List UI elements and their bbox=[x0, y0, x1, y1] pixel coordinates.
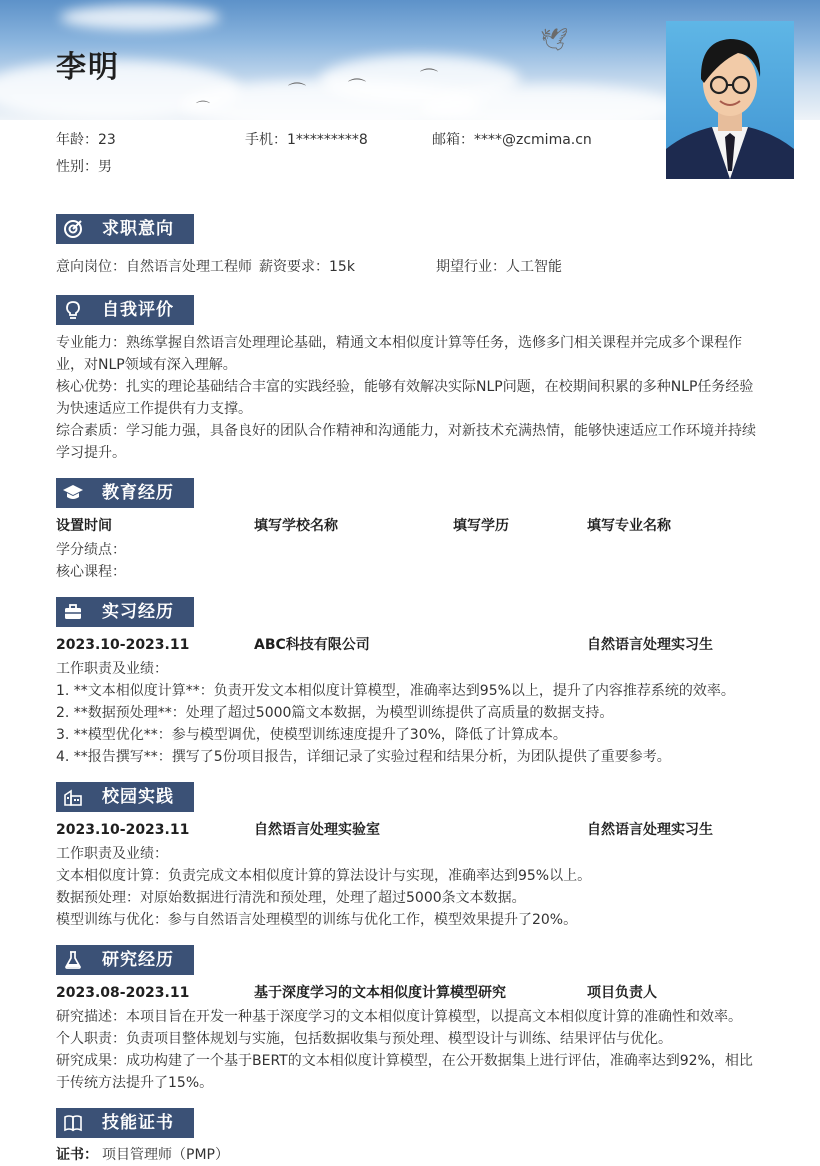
email-field: 邮箱：****@zcmima.cn bbox=[432, 132, 592, 148]
lightbulb-icon bbox=[62, 299, 84, 321]
research-item: 研究描述：本项目旨在开发一种基于深度学习的文本相似度计算模型，以提高文本相似度计算的准确性和效率。 bbox=[56, 1009, 742, 1025]
section-title: 技能证书 bbox=[102, 1113, 174, 1133]
section-header-research bbox=[56, 945, 194, 975]
building-icon bbox=[62, 786, 84, 808]
campus-duties-label: 工作职责及业绩： bbox=[56, 846, 168, 862]
intent-row bbox=[56, 256, 766, 278]
research-role: 项目负责人 bbox=[587, 985, 657, 1001]
section-title: 求职意向 bbox=[102, 219, 174, 239]
education-degree: 填写学历 bbox=[453, 518, 509, 534]
campus-item: 文本相似度计算：负责完成文本相似度计算的算法设计与实现，准确率达到95%以上。 bbox=[56, 868, 592, 884]
bird-icon: ⌒ bbox=[348, 78, 366, 99]
campus-org: 自然语言处理实验室 bbox=[254, 822, 380, 838]
cert-value: 项目管理师（PMP） bbox=[102, 1147, 229, 1163]
campus-role: 自然语言处理实习生 bbox=[587, 822, 713, 838]
internship-duties-label: 工作职责及业绩： bbox=[56, 661, 168, 677]
self-eval-item: 专业能力：熟练掌握自然语言处理理论基础，精通文本相似度计算等任务，选修多门相关课程并完成多个课程作业，对NLP领域有深入理解。 bbox=[56, 335, 742, 373]
section-header-skills bbox=[56, 1108, 194, 1138]
internship-role: 自然语言处理实习生 bbox=[587, 637, 713, 653]
education-time: 设置时间 bbox=[56, 518, 112, 534]
flask-icon bbox=[62, 949, 84, 971]
research-project: 基于深度学习的文本相似度计算模型研究 bbox=[254, 985, 506, 1001]
section-title: 实习经历 bbox=[102, 602, 174, 622]
internship-item: 1. **文本相似度计算**：负责开发文本相似度计算模型，准确率达到95%以上，提升了内容推荐系统的效率。 bbox=[56, 683, 735, 699]
intent-industry: 期望行业：人工智能 bbox=[436, 259, 562, 275]
book-icon bbox=[62, 1112, 84, 1134]
briefcase-icon bbox=[62, 601, 84, 623]
section-title: 自我评价 bbox=[102, 300, 174, 320]
age-field: 年龄：23 bbox=[56, 132, 116, 148]
intent-salary: 薪资要求：15k bbox=[259, 259, 355, 275]
bird-icon: ⌒ bbox=[420, 68, 438, 89]
education-school: 填写学校名称 bbox=[254, 518, 338, 534]
education-row bbox=[56, 515, 766, 537]
section-header-internship bbox=[56, 597, 194, 627]
bird-icon: 🕊 bbox=[540, 28, 568, 53]
internship-item: 2. **数据预处理**：处理了超过5000篇文本数据，为模型训练提供了高质量的数据支持。 bbox=[56, 705, 614, 721]
bird-icon: ⌒ bbox=[196, 101, 210, 117]
section-header-education bbox=[56, 478, 194, 508]
graduation-cap-icon bbox=[62, 482, 84, 504]
research-time: 2023.08-2023.11 bbox=[56, 985, 190, 1001]
research-item: 研究成果：成功构建了一个基于BERT的文本相似度计算模型，在公开数据集上进行评估，准确率达到92%，相比于传统方法提升了15%。 bbox=[56, 1053, 753, 1091]
section-title: 校园实践 bbox=[102, 787, 174, 807]
section-title: 教育经历 bbox=[102, 483, 174, 503]
internship-item: 3. **模型优化**：参与模型调优，使模型训练速度提升了30%，降低了计算成本。 bbox=[56, 727, 567, 743]
target-icon bbox=[62, 218, 84, 240]
campus-time: 2023.10-2023.11 bbox=[56, 822, 190, 838]
avatar bbox=[666, 21, 794, 179]
section-header-intent bbox=[56, 214, 194, 244]
person-name: 李明 bbox=[56, 50, 120, 85]
research-row bbox=[56, 982, 766, 1004]
education-courses: 核心课程： bbox=[56, 564, 126, 580]
campus-item: 模型训练与优化：参与自然语言处理模型的训练与优化工作，模型效果提升了20%。 bbox=[56, 912, 578, 928]
internship-item: 4. **报告撰写**：撰写了5份项目报告，详细记录了实验过程和结果分析，为团队提供了重要参考。 bbox=[56, 749, 671, 765]
education-major: 填写专业名称 bbox=[587, 518, 671, 534]
internship-company: ABC科技有限公司 bbox=[254, 637, 370, 653]
self-eval-item: 核心优势：扎实的理论基础结合丰富的实践经验，能够有效解决实际NLP问题，在校期间积累的多种NLP任务经验为快速适应工作提供有力支撑。 bbox=[56, 379, 754, 417]
self-eval-item: 综合素质：学习能力强，具备良好的团队合作精神和沟通能力，对新技术充满热情，能够快速适应工作环境并持续学习提升。 bbox=[56, 423, 756, 461]
cert-label: 证书： bbox=[56, 1147, 98, 1163]
intent-position: 意向岗位：自然语言处理工程师 bbox=[56, 259, 252, 275]
research-item: 个人职责：负责项目整体规划与实施，包括数据收集与预处理、模型设计与训练、结果评估与优化。 bbox=[56, 1031, 672, 1047]
bird-icon: ⌒ bbox=[288, 82, 306, 103]
section-header-campus bbox=[56, 782, 194, 812]
internship-time: 2023.10-2023.11 bbox=[56, 637, 190, 653]
section-title: 研究经历 bbox=[102, 950, 174, 970]
phone-field: 手机：1*********8 bbox=[245, 132, 368, 148]
internship-row bbox=[56, 634, 766, 656]
education-gpa: 学分绩点： bbox=[56, 542, 126, 558]
campus-item: 数据预处理：对原始数据进行清洗和预处理，处理了超过5000条文本数据。 bbox=[56, 890, 526, 906]
skills-row bbox=[56, 1144, 766, 1166]
campus-row bbox=[56, 819, 766, 841]
section-header-self-eval bbox=[56, 295, 194, 325]
gender-field: 性别：男 bbox=[56, 159, 112, 175]
